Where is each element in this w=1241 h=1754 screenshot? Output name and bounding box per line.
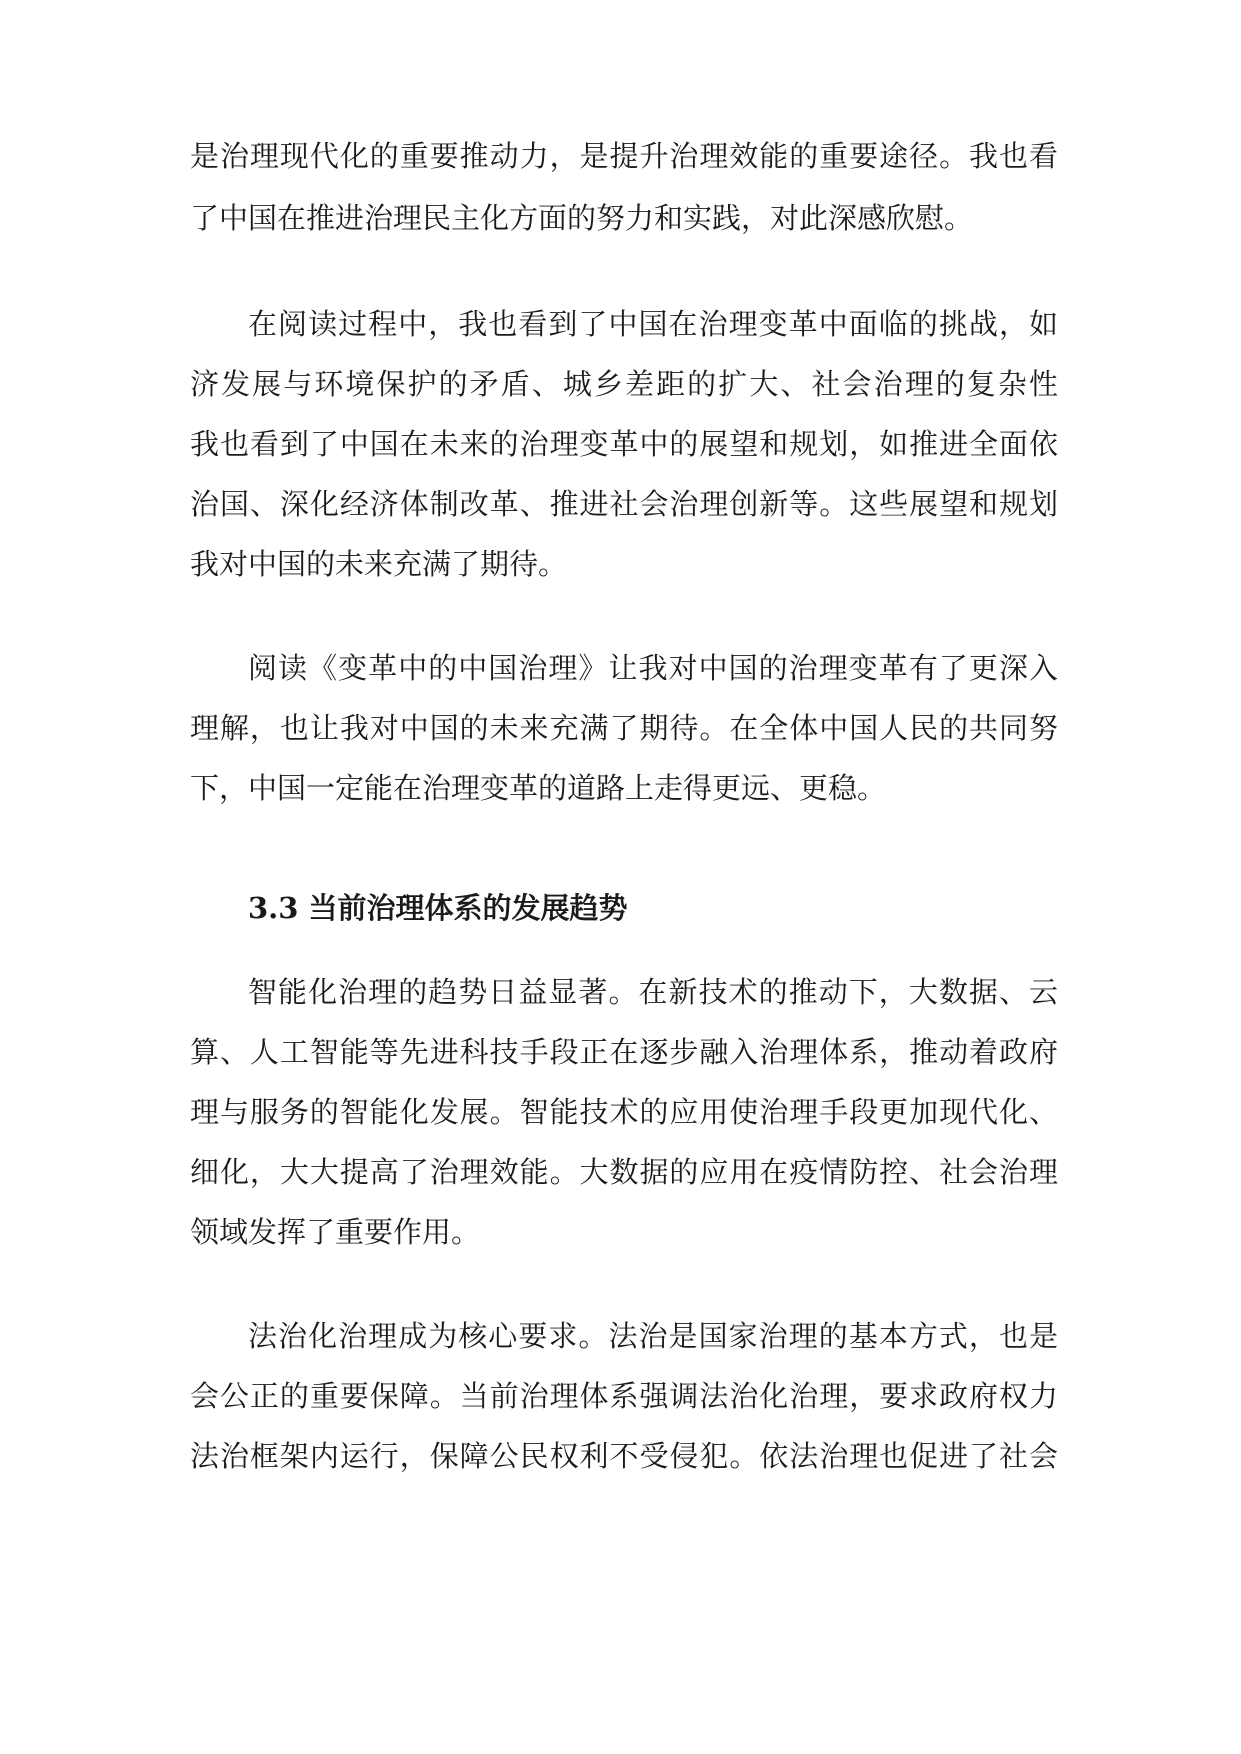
paragraph-line: 算、人工智能等先进科技手段正在逐步融入治理体系，推动着政府: [190, 1035, 1058, 1069]
paragraph-line: 济发展与环境保护的矛盾、城乡差距的扩大、社会治理的复杂性: [190, 367, 1058, 401]
paragraph-line: 法治框架内运行，保障公民权利不受侵犯。依法治理也促进了社会: [190, 1439, 1058, 1473]
paragraph-line: 法治化治理成为核心要求。法治是国家治理的基本方式，也是: [248, 1319, 1058, 1353]
paragraph-line: 我对中国的未来充满了期待。: [190, 547, 568, 581]
paragraph-line: 我也看到了中国在未来的治理变革中的展望和规划，如推进全面依: [190, 427, 1058, 461]
paragraph-line: 领域发挥了重要作用。: [190, 1215, 481, 1249]
paragraph-line: 智能化治理的趋势日益显著。在新技术的推动下，大数据、云: [248, 975, 1058, 1009]
paragraph-line: 细化，大大提高了治理效能。大数据的应用在疫情防控、社会治理: [190, 1155, 1058, 1189]
paragraph-line: 理解，也让我对中国的未来充满了期待。在全体中国人民的共同努: [190, 711, 1058, 745]
paragraph-line: 了中国在推进治理民主化方面的努力和实践，对此深感欣慰。: [190, 201, 974, 235]
paragraph-line: 治国、深化经济体制改革、推进社会治理创新等。这些展望和规划: [190, 487, 1058, 521]
paragraph-line: 是治理现代化的重要推动力，是提升治理效能的重要途径。我也看: [190, 139, 1058, 173]
paragraph-line: 阅读《变革中的中国治理》让我对中国的治理变革有了更深入: [248, 651, 1058, 685]
paragraph-line: 下，中国一定能在治理变革的道路上走得更远、更稳。: [190, 771, 887, 805]
section-heading: 3.3 当前治理体系的发展趋势: [248, 891, 628, 925]
paragraph-line: 理与服务的智能化发展。智能技术的应用使治理手段更加现代化、: [190, 1095, 1058, 1129]
paragraph-line: 在阅读过程中，我也看到了中国在治理变革中面临的挑战，如: [248, 307, 1058, 341]
paragraph-line: 会公正的重要保障。当前治理体系强调法治化治理，要求政府权力: [190, 1379, 1058, 1413]
